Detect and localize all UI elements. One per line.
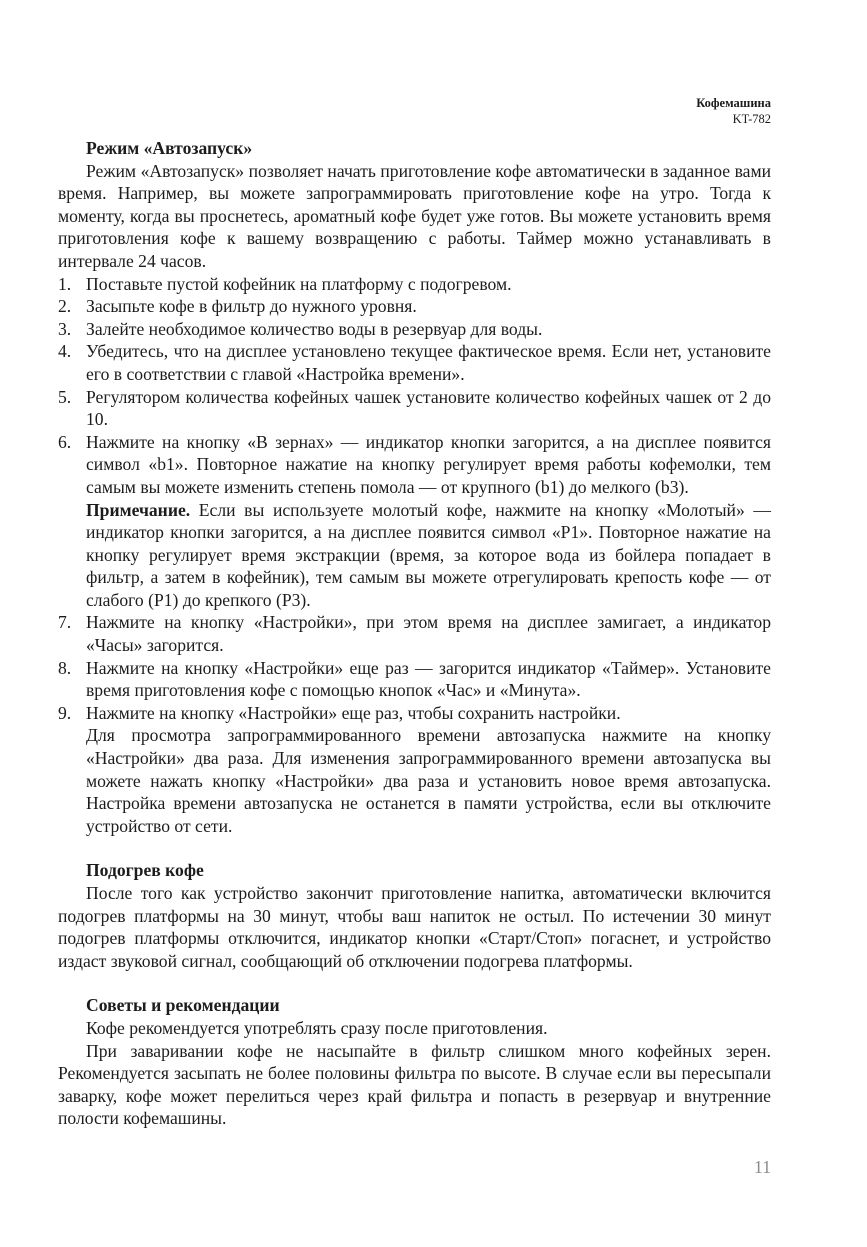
autostart-steps	[58, 273, 771, 725]
page-number: 11	[754, 1157, 771, 1177]
step-number: 4.	[58, 341, 72, 362]
tips-paragraph-1: Кофе рекомендуется употреблять сразу после приготовления.	[86, 1017, 548, 1038]
step-number: 7.	[58, 612, 72, 633]
section-gap	[58, 837, 771, 859]
step-item	[58, 318, 771, 341]
step-text: Нажмите на кнопку «Настройки» еще раз, чтобы сохранить настройки.	[86, 702, 621, 723]
step-item	[58, 657, 771, 702]
header-product: Кофемашина	[696, 96, 771, 110]
warming-text: После того как устройство закончит приготовление напитка, автоматически включится подогрев платформы на 30 минут, чтобы ваш напиток не остыл. По истечении 30 минут подогрев платформы отключится, индикатор кнопки «Старт/Стоп» погаснет, и устройство издаст звуковой сигнал, сообщающий об отключении подогрева платформы.	[58, 883, 771, 971]
autostart-intro: Режим «Автозапуск» позволяет начать приготовление кофе автоматически в заданное вами время. Например, вы можете запрограммировать приготовление кофе на утро. Тогда к моменту, когда вы проснетесь, ароматный кофе будет уже готов. Вы можете установить время приготовления кофе к вашему возвращению с работы. Таймер можно устанавливать в интервале 24 часов.	[58, 160, 771, 271]
header-model: KT-782	[732, 112, 771, 126]
step-number: 3.	[58, 318, 72, 339]
step-number: 5.	[58, 386, 72, 407]
note-label: Примечание.	[86, 499, 191, 520]
step-text: Нажмите на кнопку «Настройки» еще раз — загорится индикатор «Таймер». Установите время приготовления кофе с помощью кнопок «Час» и «Минута».	[86, 657, 771, 701]
step-item	[58, 273, 771, 296]
section-title-tips: Советы и рекомендации	[86, 995, 280, 1016]
step-text: Регулятором количества кофейных чашек установите количество кофейных чашек от 2 до 10.	[86, 386, 771, 430]
step-item	[58, 702, 771, 725]
step-item	[58, 295, 771, 318]
autostart-after-steps: Для просмотра запрограммированного времени автозапуска нажмите на кнопку «Настройки» два раза. Для изменения запрограммированного времени автозапуска вы можете нажать кнопку «Настройки» два раза и установить новое время автозапуска. Настройка времени автозапуска не останется в памяти устройства, если вы отключите устройство от сети.	[86, 725, 771, 836]
step-item	[58, 431, 771, 612]
step-text: Нажмите на кнопку «Настройки», при этом время на дисплее замигает, а индикатор «Часы» загорится.	[86, 612, 771, 656]
step-item	[58, 611, 771, 656]
main-content	[58, 137, 771, 1130]
running-header	[696, 95, 771, 127]
step-number: 6.	[58, 431, 72, 452]
step-item	[58, 386, 771, 431]
step-text: Засыпьте кофе в фильтр до нужного уровня.	[86, 296, 417, 317]
step-text: Убедитесь, что на дисплее установлено текущее фактическое время. Если нет, установите его в соответствии с главой «Настройка времени».	[86, 341, 771, 384]
note-text: Если вы используете молотый кофе, нажмите на кнопку «Молотый» — индикатор кнопки загорится, а на дисплее появится символ «P1». Повторное нажатие на кнопку регулирует время экстракции (время, за которое вода из бойлера попадает в фильтр, а затем в кофейник), тем самым вы можете отрегулировать крепость кофе — от слабого (P1) до крепкого (P3).	[86, 499, 771, 610]
step-text: Нажмите на кнопку «В зернах» — индикатор кнопки загорится, а на дисплее появится символ «b1». Повторное нажатие на кнопку регулирует время работы кофемолки, тем самым вы можете изменить степень помола — от крупного (b1) до мелкого (b3).	[86, 431, 771, 497]
tips-paragraph-2: При заваривании кофе не насыпайте в фильтр слишком много кофейных зерен. Рекомендуется засыпать не более половины фильтра по высоте. В случае если вы пересыпали заварку, кофе может перелиться через край фильтра и попасть в резервуар и внутренние полости кофемашины.	[58, 1040, 771, 1129]
step-item	[58, 340, 771, 385]
section-title-autostart: Режим «Автозапуск»	[86, 138, 253, 158]
step-number: 8.	[58, 657, 72, 678]
step-note	[86, 499, 771, 612]
section-gap	[58, 972, 771, 994]
section-title-warming: Подогрев кофе	[86, 860, 204, 881]
step-number: 2.	[58, 296, 72, 317]
step-number: 9.	[58, 702, 72, 723]
step-text: Поставьте пустой кофейник на платформу с подогревом.	[86, 273, 512, 294]
step-number: 1.	[58, 273, 72, 294]
step-text: Залейте необходимое количество воды в резервуар для воды.	[86, 318, 543, 339]
